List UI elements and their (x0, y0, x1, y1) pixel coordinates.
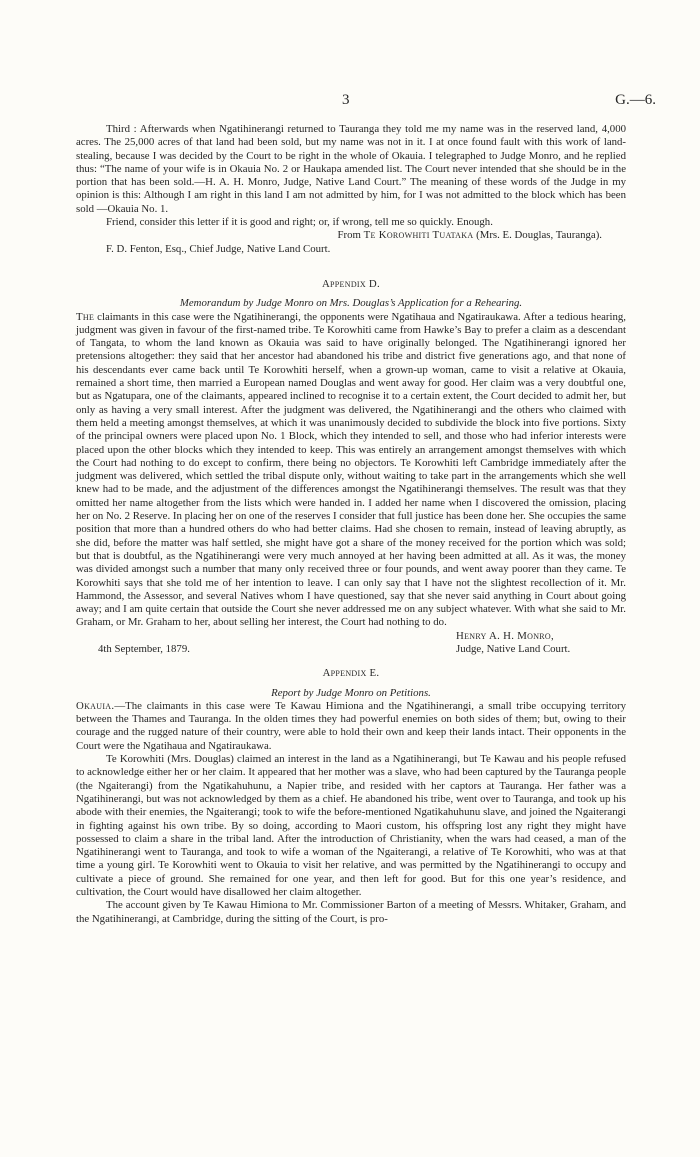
memorandum-date: 4th September, 1879. (98, 642, 190, 655)
appendix-d-signature-row (76, 643, 626, 656)
sender-detail: (Mrs. E. Douglas, Tauranga). (473, 229, 602, 242)
appendix-d-signature-name-row (76, 630, 626, 643)
appendix-e-lead-word: Okauia. (76, 699, 115, 712)
appendix-e-paragraph-1 (76, 700, 626, 753)
letter-sender (76, 229, 626, 242)
sender-name: Te Korowhiti Tuataka (363, 229, 474, 242)
page-header (76, 92, 656, 116)
appendix-e-paragraph-3: The account given by Te Kawau Himiona to Mr. Commissioner Barton of a meeting of Messrs. Whitaker, Graham, and the Ngatihinerangi, at Cambridge, during the sitting of the Court, is pro- (76, 899, 626, 925)
document-body (76, 123, 626, 926)
from-prefix: From (337, 229, 364, 242)
signature-title: Judge, Native Land Court. (456, 642, 571, 655)
letter-addressee: F. D. Fenton, Esq., Chief Judge, Native Land Court. (106, 242, 331, 255)
appendix-e-heading: Appendix E. (322, 667, 380, 680)
appendix-d-body (76, 311, 626, 630)
appendix-e-paragraph-2: Te Korowhiti (Mrs. Douglas) claimed an interest in the land as a Ngatihinerangi, but Te Kawau and his people refused to acknowledge either her or her claim. It appeared that her mother was a slave, who had been captured by the Tauranga people (the Ngaiterangi) from the Ngatikahuhunu, a Napier tribe, and resided with her captors at Tauranga. Her father was a Ngatihinerangi, but was not acknowledged by them as a chief. He abandoned his tribe, went over to Tauranga, and took up his abode with their enemies, the Ngaiterangi; took to wife the before-mentioned Ngatikahuhunu slave, and joined the Ngaiterangi in fighting against his own tribe. By so doing, according to Maori custom, his offspring lost any right they might have possessed to claim a share in the tribal land. After the introduction of Christianity, when the wars had ceased, a man of the Ngatihinerangi went to Tauranga, and took to wife a woman of the Ngaiterangi, a relative of Te Korowhiti, who was at that time a young girl. Te Korowhiti went to Okauia to visit her relative, and was permitted by the Ngatihinerangi to occupy and cultivate a piece of ground. She remained for one year, and then left for good. But for this one year’s residence, and cultivation, the Court would have disallowed her claim altogether. (76, 753, 626, 899)
page-number: 3 (342, 92, 350, 108)
appendix-e-paragraph-1-text: —The claimants in this case were Te Kawau Himiona and the Ngatihinerangi, a small tribe occupying territory between the Thames and Tauranga. In the olden times they had powerful enemies on both sides of them; but, owing to their courage and the rugged nature of their country, were able to hold their own and keep their lands intact. Their opponents in the Court were the Ngatihaua and Ngatiraukawa. (76, 699, 626, 752)
letter-closing-paragraph: Friend, consider this letter if it is good and right; or, if wrong, tell me so quickly. Enough. (106, 216, 493, 229)
signature-name: Henry A. H. Monro, (456, 629, 554, 642)
appendix-d-body-text: claimants in this case were the Ngatihinerangi, the opponents were Ngatihaua and Ngatiraukawa. After a tedious hearing, judgment was given in favour of the first-named tribe. Te Korowhiti came from Hawke’s Bay to prefer a claim as a descendant of Tangata, to whom the land known as Okauia was said to have originally belonged. The Ngatihinerangi ignored her pretensions altogether: they said that her ancestor had abandoned his tribe and district five generations ago, and that none of his descendants ever came back until Te Korowhiti herself, when a grown-up woman, came to visit a relative at Okauia, remained a short time, then married a European named Douglas and went away for good. Her claim was a very doubtful one, but as Ngatupara, one of the claimants, appeared inclined to recognise it to a certain extent, the Court decided to admit her, but only as having a very small interest. After the judgment was delivered, the Ngatihinerangi and the others who claimed with them held a meeting amongst themselves, at which it was unanimously decided to subdivide the block into five portions. Sixty of the principal owners were placed upon No. 1 Block, which they intended to sell, and those who had inferior interests were placed upon the other blocks which they intended to keep. This was entirely an arrangement amongst themselves with which the Court had nothing to do except to confirm, there being no objectors. Te Korowhiti left Cambridge immediately after the judgment was delivered, which settled the tribal dispute only, without waiting to take part in the arrangements which she well knew had to be made, and the adjustment of the differences amongst the Ngatihinerangi themselves. The result was that they omitted her name altogether from the lists which were handed in. I added her name when I discovered the omission, placing her on No. 2 Reserve. In placing her on one of the reserves I consider that full justice has been done her. She occupies the same position that more than a hundred others do who had better claims. Had she chosen to remain, instead of leaving abruptly, as she did, before the matter was half settled, she might have got a share of the money received for the portion which was sold; but that is doubtful, as the Ngatihinerangi were very much annoyed at her having been admitted at all. As it was, the money was divided amongst such a number that many only received three or four pounds, and went away poorer than they came. Te Korowhiti says that she told me of her intention to leave. I can only say that I have not the slightest recollection of it. Mr. Hammond, the Assessor, and several Natives whom I have questioned, say that she never said anything in Court about going away; and I am quite certain that outside the Court she never addressed me on any subject whatever. With what she said to Mr. Graham, or Mr. Graham to her, about selling her interest, the Court had nothing to do. (76, 310, 626, 629)
appendix-d-heading: Appendix D. (321, 277, 381, 290)
appendix-e-subheading: Report by Judge Monro on Petitions. (271, 686, 431, 699)
document-code: G.—6. (615, 92, 656, 108)
appendix-d-subheading: Memorandum by Judge Monro on Mrs. Douglas’s Application for a Rehearing. (179, 297, 523, 310)
letter-third-paragraph: Third : Afterwards when Ngatihinerangi returned to Tauranga they told me my name was in the reserved land, 4,000 acres. The 25,000 acres of that land had been sold, but my name was not in it. I at once found fault with this work of land-stealing, because I was decided by the Court to be right in the whole of Okauia. I telegraphed to Judge Monro, and he replied thus: “The name of your wife is in Okauia No. 2 or Haukapa amended list. The Court never intended that she should be in the portion that has been sold.—H. A. H. Monro, Judge, Native Land Court.” The meaning of these words of the Judge in my opinion is this: Although I am right in this land I am not admitted by him, for I was not admitted to the block which has been sold —Okauia No. 1. (76, 123, 626, 215)
appendix-d-lead-word: The (76, 310, 95, 323)
